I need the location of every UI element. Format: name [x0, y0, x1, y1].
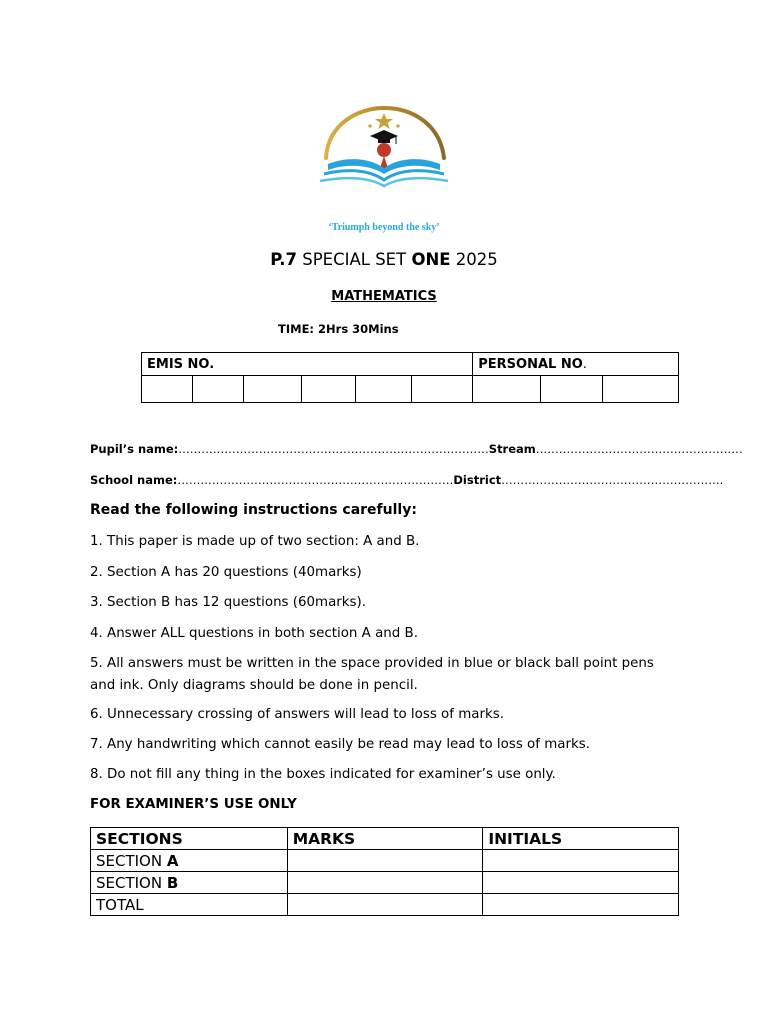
section-a-label: SECTION A — [91, 850, 288, 872]
subject-title: MATHEMATICS — [331, 289, 437, 304]
id-number-table — [141, 352, 679, 403]
instruction-item: 2. Section A has 20 questions (40marks) — [90, 565, 362, 580]
instruction-item: 6. Unnecessary crossing of answers will lead to loss of marks. — [90, 707, 504, 722]
personal-digit-box[interactable] — [603, 376, 679, 403]
total-initials-cell[interactable] — [483, 894, 679, 916]
emis-digit-box[interactable] — [412, 376, 473, 403]
section-b-label: SECTION B — [91, 872, 288, 894]
instruction-item: 5. All answers must be written in the space provided in blue or black ball point pens and ink. Only diagrams should be done in pencil. — [90, 656, 654, 693]
title-set-number: ONE — [411, 250, 451, 269]
examiner-marks-table — [90, 827, 679, 916]
column-header-sections: SECTIONS — [91, 828, 288, 850]
exam-duration: TIME: 2Hrs 30Mins — [278, 322, 399, 336]
table-row — [91, 894, 679, 916]
page-title — [0, 250, 768, 269]
column-header-initials: INITIALS — [483, 828, 679, 850]
personal-no-label: PERSONAL NO. — [473, 353, 679, 376]
title-year: 2025 — [450, 250, 498, 269]
instruction-item: 8. Do not fill any thing in the boxes indicated for examiner’s use only. — [90, 767, 556, 782]
pupil-name-line — [90, 442, 743, 456]
instruction-item: 3. Section B has 12 questions (60marks). — [90, 595, 367, 610]
section-b-initials-cell[interactable] — [483, 872, 679, 894]
school-motto: ‘Triumph beyond the sky’ — [328, 222, 440, 233]
stream-label: Stream — [488, 442, 536, 456]
pupil-name-label: Pupil’s name: — [90, 442, 179, 456]
emis-digit-box[interactable] — [192, 376, 243, 403]
instruction-item: 7. Any handwriting which cannot easily be read may lead to loss of marks. — [90, 737, 590, 752]
instructions-heading: Read the following instructions carefully: — [90, 502, 417, 518]
personal-digit-box[interactable] — [473, 376, 541, 403]
pupil-name-field[interactable]: ……………………………………………………………………… — [178, 442, 489, 456]
section-b-marks-cell[interactable] — [287, 872, 483, 894]
table-row — [91, 850, 679, 872]
section-a-initials-cell[interactable] — [483, 850, 679, 872]
examiner-heading: FOR EXAMINER’S USE ONLY — [90, 797, 297, 812]
total-label: TOTAL — [91, 894, 288, 916]
personal-digit-box[interactable] — [541, 376, 603, 403]
emis-digit-box[interactable] — [355, 376, 412, 403]
district-field[interactable]: …………………………………………………. — [501, 473, 724, 487]
emis-digit-box[interactable] — [243, 376, 301, 403]
title-class: P.7 — [270, 250, 297, 269]
instruction-item: 4. Answer ALL questions in both section A and B. — [90, 626, 418, 641]
stream-field[interactable]: ……………………………………………… — [535, 442, 743, 456]
title-set: SPECIAL SET — [297, 250, 412, 269]
emis-no-label: EMIS NO. — [142, 353, 473, 376]
table-header-row — [91, 828, 679, 850]
section-a-marks-cell[interactable] — [287, 850, 483, 872]
school-logo — [318, 106, 450, 188]
school-name-label: School name: — [90, 473, 178, 487]
table-row — [91, 872, 679, 894]
district-label: District — [453, 473, 502, 487]
emis-digit-box[interactable] — [301, 376, 355, 403]
emis-digit-box[interactable] — [142, 376, 193, 403]
school-name-field[interactable]: ……………………………………………………………… — [177, 473, 454, 487]
column-header-marks: MARKS — [287, 828, 483, 850]
star-icon — [375, 113, 393, 129]
instruction-item: 1. This paper is made up of two section: A and B. — [90, 534, 420, 549]
school-name-line — [90, 473, 723, 487]
total-marks-cell[interactable] — [287, 894, 483, 916]
